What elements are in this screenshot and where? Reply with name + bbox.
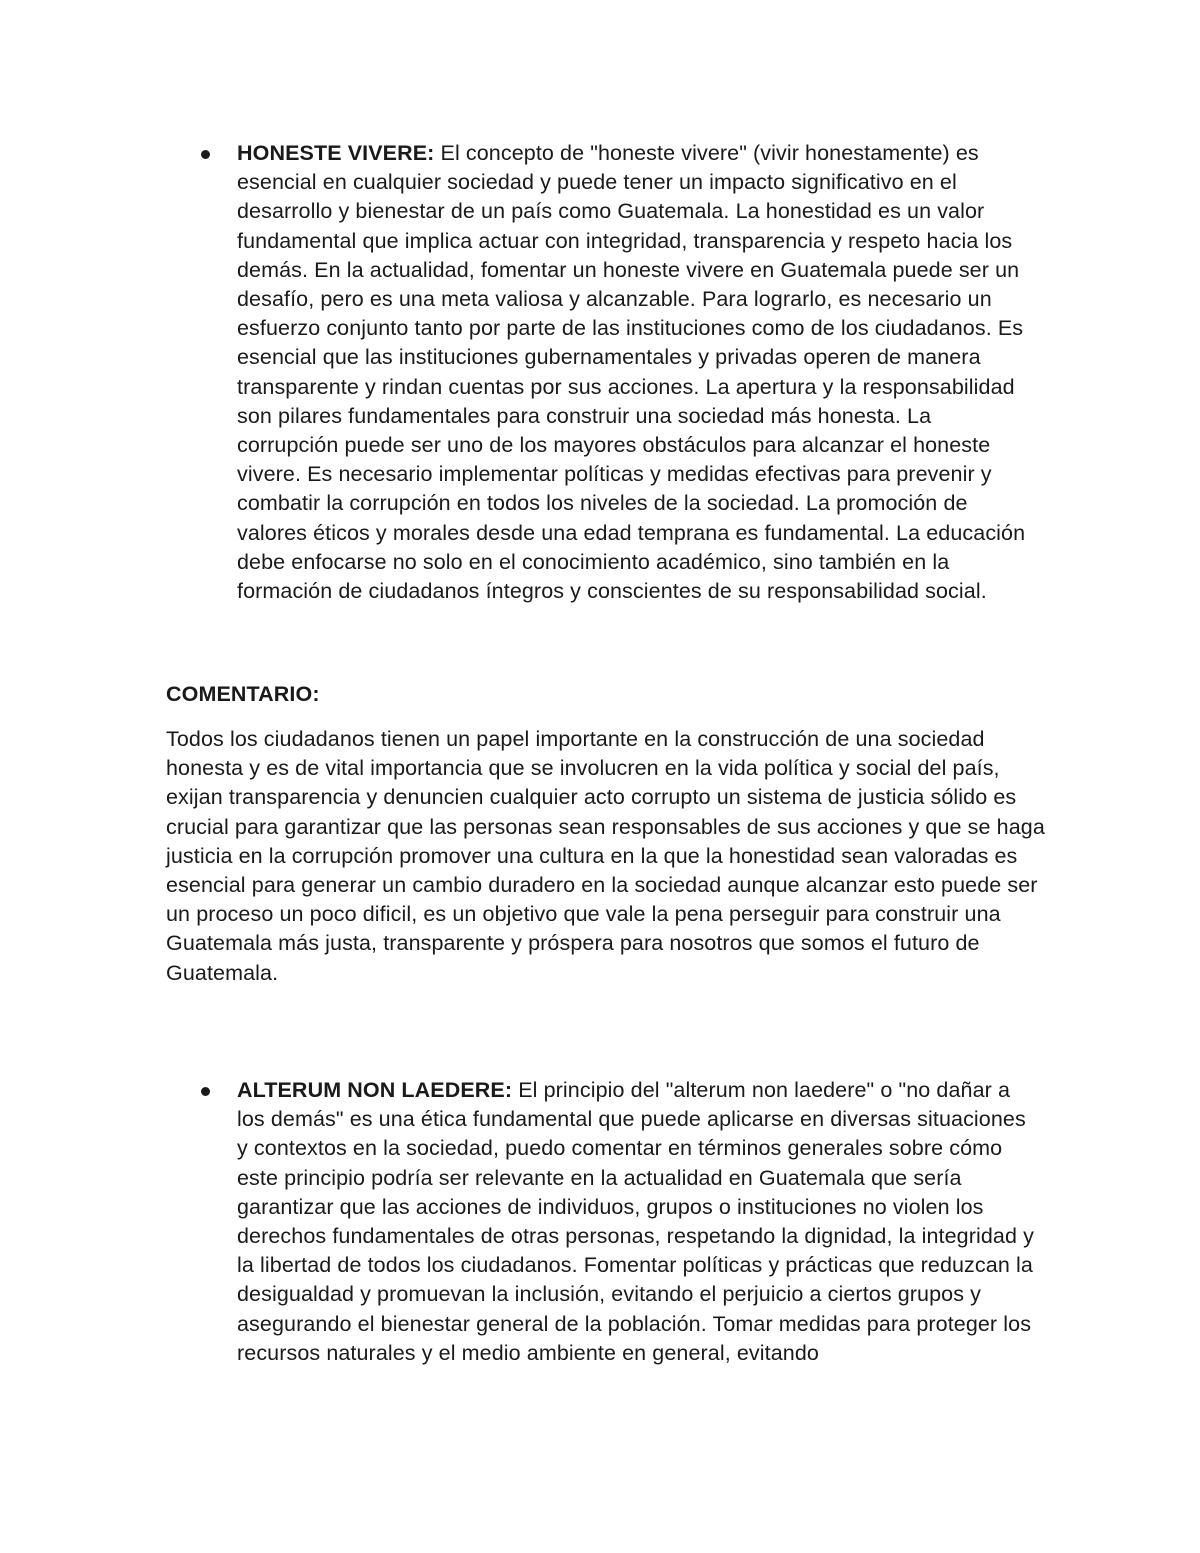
list-item-alterum-non-laedere: [237, 1076, 1037, 1368]
bullet-dot-icon: [201, 1087, 210, 1096]
comment-heading: COMENTARIO:: [166, 682, 320, 706]
list-item-text: El principio del "alterum non laedere" o "no dañar a los demás" es una ética fundamental que puede aplicarse en diversas situaciones y contextos en la sociedad, puedo comentar en términos generales sobre cómo este principio podría ser relevante en la actualidad en Guatemala que sería garantizar que las acciones de individuos, grupos o instituciones no violen los derechos fundamentales de otras personas, respetando la dignidad, la integridad y la libertad de todos los ciudadanos. Fomentar políticas y prácticas que reduzcan la desigualdad y promuevan la inclusión, evitando el perjuicio a ciertos grupos y asegurando el bienestar general de la población. Tomar medidas para proteger los recursos naturales y el medio ambiente en general, evitando: [237, 1078, 1034, 1365]
comment-body: Todos los ciudadanos tienen un papel importante en la construcción de una sociedad honesta y es de vital importancia que se involucren en la vida política y social del país, exijan transparencia y denuncien cualquier acto corrupto un sistema de justicia sólido es crucial para garantizar que las personas sean responsables de sus acciones y que se haga justicia en la corrupción promover una cultura en la que la honestidad sean valoradas es esencial para generar un cambio duradero en la sociedad aunque alcanzar esto puede ser un proceso un poco dificil, es un objetivo que vale la pena perseguir para construir una Guatemala más justa, transparente y próspera para nosotros que somos el futuro de Guatemala.: [166, 727, 1045, 985]
list-item-lead: ALTERUM NON LAEDERE:: [237, 1078, 513, 1102]
list-item-text: El concepto de "honeste vivere" (vivir honestamente) es esencial en cualquier sociedad y puede tener un impacto significativo en el desarrollo y bienestar de un país como Guatemala. La honestidad es un valor fundamental que implica actuar con integridad, transparencia y respeto hacia los demás. En la actualidad, fomentar un honeste vivere en Guatemala puede ser un desafío, pero es una meta valiosa y alcanzable. Para lograrlo, es necesario un esfuerzo conjunto tanto por parte de las instituciones como de los ciudadanos. Es esencial que las instituciones gubernamentales y privadas operen de manera transparente y rindan cuentas por sus acciones. La apertura y la responsabilidad son pilares fundamentales para construir una sociedad más honesta. La corrupción puede ser uno de los mayores obstáculos para alcanzar el honeste vivere. Es necesario implementar políticas y medidas efectivas para prevenir y combatir la corrupción en todos los niveles de la sociedad. La promoción de valores éticos y morales desde una edad temprana es fundamental. La educación debe enfocarse no solo en el conocimiento académico, sino también en la formación de ciudadanos íntegros y conscientes de su responsabilidad social.: [237, 141, 1026, 604]
list-item-lead: HONESTE VIVERE:: [237, 141, 435, 165]
list-item-honeste-vivere: [237, 139, 1037, 606]
bullet-dot-icon: [201, 150, 210, 159]
